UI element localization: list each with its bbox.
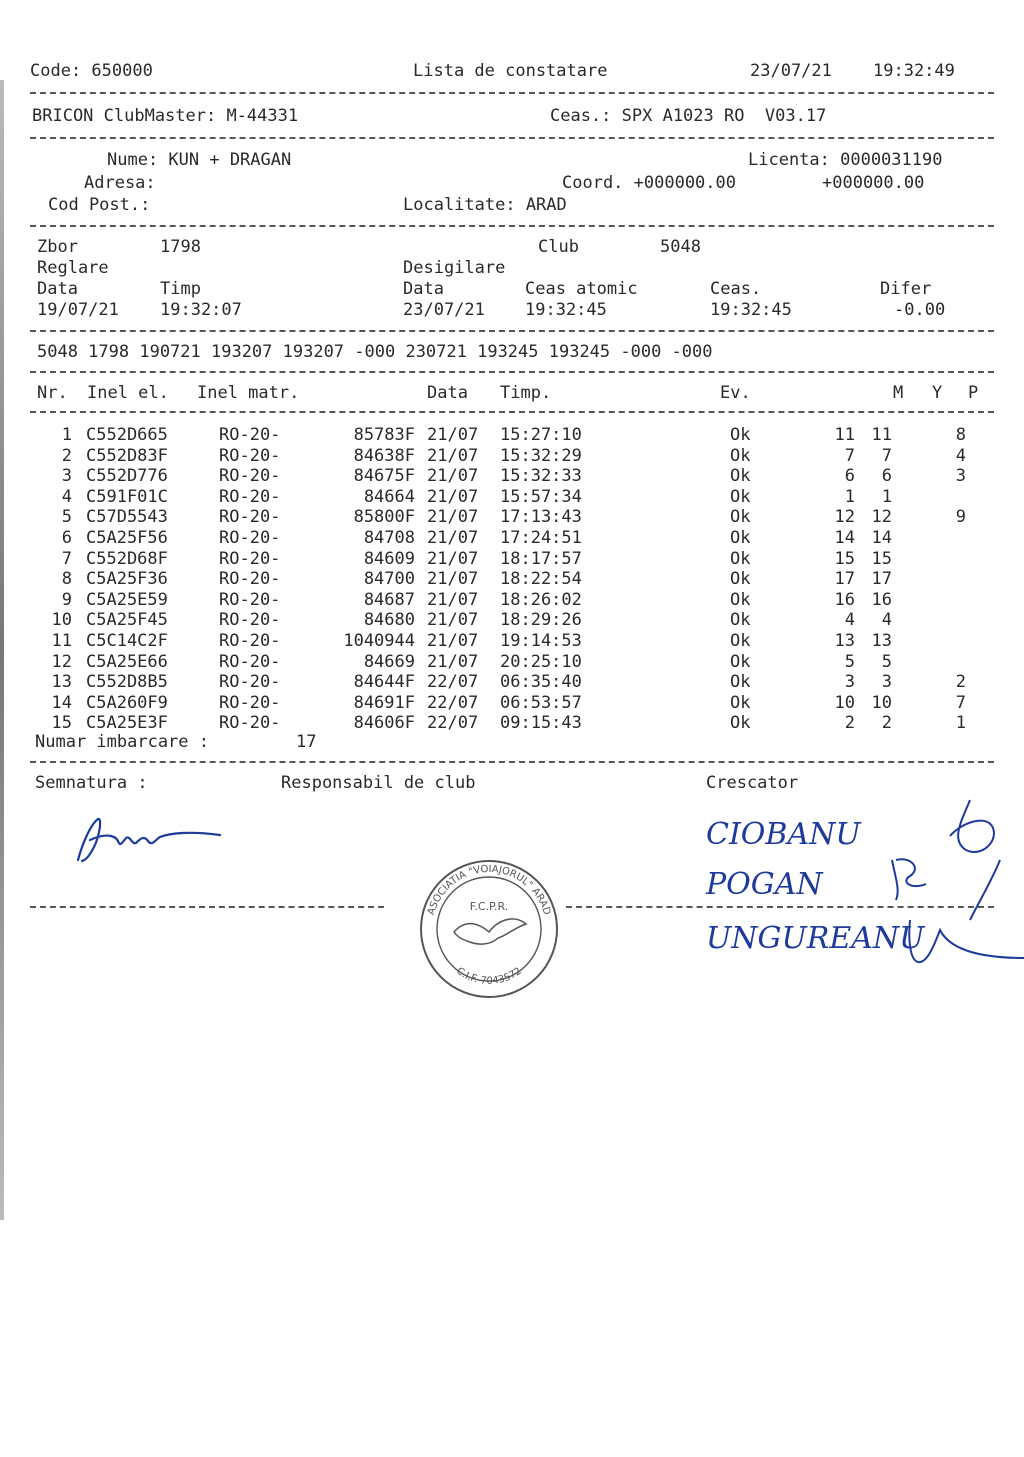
divider	[30, 225, 994, 227]
cell-date: 21/07	[427, 569, 479, 590]
cell-inel-matr: 84691F	[353, 692, 415, 713]
cell-time: 20:25:10	[500, 651, 582, 672]
cell-nr: 12	[51, 651, 72, 672]
cell-inel-el: C552D68F	[86, 548, 168, 569]
cell-time: 06:35:40	[500, 672, 582, 693]
cell-date: 21/07	[427, 486, 479, 507]
cell-time: 18:26:02	[500, 589, 582, 610]
document-title: Lista de constatare	[413, 61, 608, 81]
unsealing-label: Desigilare	[403, 258, 506, 278]
cell-inel-matr: 84664	[363, 486, 415, 507]
cell-inel-el: C552D665	[86, 425, 168, 445]
cell-ev: Ok	[730, 486, 751, 507]
cell-p: 8	[955, 425, 966, 445]
cell-p: 7	[955, 692, 966, 713]
cell-p: 9	[955, 507, 966, 528]
cell-prefix: RO-20-	[219, 672, 281, 693]
cell-inel-matr: 84675F	[353, 466, 415, 487]
cell-prefix: RO-20-	[219, 486, 281, 507]
cell-y: 13	[871, 631, 892, 651]
svg-text:F.C.P.R.: F.C.P.R.	[469, 900, 509, 913]
th-inel-el: Inel el.	[87, 383, 169, 403]
cell-time: 17:24:51	[500, 528, 582, 548]
cell-m: 11	[834, 425, 855, 445]
cell-nr: 6	[61, 528, 72, 548]
cell-date: 21/07	[427, 507, 479, 528]
cell-date: 21/07	[427, 589, 479, 610]
cell-inel-el: C57D5543	[86, 507, 168, 528]
code-label: Code: 650000	[30, 61, 153, 81]
cell-inel-matr: 1040944	[343, 631, 415, 651]
cell-prefix: RO-20-	[219, 692, 281, 713]
cell-m: 1	[844, 486, 855, 507]
cell-date: 21/07	[427, 651, 479, 672]
th-data: Data	[427, 383, 468, 403]
cell-nr: 13	[51, 672, 72, 693]
cell-prefix: RO-20-	[219, 713, 281, 734]
association-stamp	[418, 858, 560, 1000]
cell-inel-el: C552D83F	[86, 445, 168, 466]
cell-m: 6	[844, 466, 855, 487]
svg-text:ASOCIATIA "VOIAJORUL" ARAD: ASOCIATIA "VOIAJORUL" ARAD	[425, 863, 553, 917]
cell-m: 14	[834, 528, 855, 548]
cell-y: 6	[881, 466, 892, 487]
cell-prefix: RO-20-	[219, 651, 281, 672]
cell-inel-el: C5A25E59	[86, 589, 168, 610]
cell-inel-matr: 84669	[363, 651, 415, 672]
cell-y: 7	[881, 445, 892, 466]
cell-inel-matr: 84606F	[353, 713, 415, 734]
cell-m: 17	[834, 569, 855, 590]
breeder-signatures	[700, 780, 1024, 980]
cell-nr: 11	[51, 631, 72, 651]
difference: -0.00	[894, 300, 946, 320]
col-data-2: Data	[403, 279, 444, 299]
cell-ev: Ok	[730, 445, 751, 466]
cell-prefix: RO-20-	[219, 507, 281, 528]
th-p: P	[968, 383, 979, 403]
cell-y: 11	[871, 425, 892, 445]
cell-ev: Ok	[730, 507, 751, 528]
postal-code-label: Cod Post.:	[48, 195, 151, 215]
paper-edge	[0, 80, 4, 1220]
print-time: 19:32:49	[873, 61, 955, 81]
breeder-label: Crescator	[706, 773, 799, 793]
cell-ev: Ok	[730, 672, 751, 693]
cell-ev: Ok	[730, 548, 751, 569]
cell-date: 22/07	[427, 692, 479, 713]
cell-inel-matr: 85783F	[353, 425, 415, 445]
cell-ev: Ok	[730, 713, 751, 734]
divider	[30, 761, 994, 763]
cell-ev: Ok	[730, 631, 751, 651]
club-number: 5048	[660, 237, 701, 257]
cell-nr: 10	[51, 610, 72, 631]
cell-time: 15:57:34	[500, 486, 582, 507]
divider	[30, 330, 994, 332]
th-nr: Nr.	[37, 383, 68, 403]
cell-y: 17	[871, 569, 892, 590]
divider	[30, 92, 994, 94]
th-y: Y	[932, 383, 943, 403]
cell-ev: Ok	[730, 425, 751, 445]
cell-nr: 2	[61, 445, 72, 466]
cell-inel-el: C552D776	[86, 466, 168, 487]
col-timp: Timp	[160, 279, 201, 299]
cell-date: 22/07	[427, 672, 479, 693]
owner-name: Nume: KUN + DRAGAN	[107, 150, 292, 170]
locality: Localitate: ARAD	[403, 195, 567, 215]
cell-time: 18:29:26	[500, 610, 582, 631]
cell-m: 13	[834, 631, 855, 651]
cell-y: 1	[881, 486, 892, 507]
cell-prefix: RO-20-	[219, 610, 281, 631]
cell-prefix: RO-20-	[219, 589, 281, 610]
cell-y: 3	[881, 672, 892, 693]
cell-nr: 5	[61, 507, 72, 528]
clock-time: 19:32:45	[710, 300, 792, 320]
cell-m: 10	[834, 692, 855, 713]
th-inel-matr: Inel matr.	[197, 383, 300, 403]
cell-nr: 4	[61, 486, 72, 507]
col-data-1: Data	[37, 279, 78, 299]
flight-label: Zbor	[37, 237, 78, 257]
cell-time: 18:17:57	[500, 548, 582, 569]
divider	[30, 411, 994, 413]
cell-p: 1	[955, 713, 966, 734]
cell-date: 21/07	[427, 445, 479, 466]
col-ceas: Ceas.	[710, 279, 762, 299]
cell-inel-el: C5C14C2F	[86, 631, 168, 651]
cell-time: 15:32:29	[500, 445, 582, 466]
cell-prefix: RO-20-	[219, 569, 281, 590]
cell-y: 12	[871, 507, 892, 528]
cell-ev: Ok	[730, 651, 751, 672]
setting-time: 19:32:07	[160, 300, 242, 320]
flight-number: 1798	[160, 237, 201, 257]
club-label: Club	[538, 237, 579, 257]
cell-nr: 9	[61, 589, 72, 610]
th-m: M	[893, 383, 904, 403]
cell-inel-matr: 84609	[363, 548, 415, 569]
cell-inel-el: C5A25E3F	[86, 713, 168, 734]
cell-time: 18:22:54	[500, 569, 582, 590]
cell-m: 2	[844, 713, 855, 734]
signature-line-right	[566, 906, 994, 908]
cell-date: 21/07	[427, 548, 479, 569]
cell-date: 21/07	[427, 528, 479, 548]
cell-inel-el: C5A25E66	[86, 651, 168, 672]
col-ceas-atomic: Ceas atomic	[525, 279, 638, 299]
th-ev: Ev.	[720, 383, 751, 403]
cell-m: 12	[834, 507, 855, 528]
cell-m: 5	[844, 651, 855, 672]
cell-m: 16	[834, 589, 855, 610]
cell-ev: Ok	[730, 692, 751, 713]
divider	[30, 137, 994, 139]
cell-y: 15	[871, 548, 892, 569]
col-difer: Difer	[880, 279, 932, 299]
boarding-count-label: Numar imbarcare :	[35, 732, 209, 752]
th-timp: Timp.	[500, 383, 552, 403]
cell-prefix: RO-20-	[219, 528, 281, 548]
cell-time: 19:14:53	[500, 631, 582, 651]
cell-inel-matr: 84708	[363, 528, 415, 548]
coordinates: Coord. +000000.00	[562, 173, 736, 193]
cell-inel-el: C5A260F9	[86, 692, 168, 713]
cell-date: 21/07	[427, 631, 479, 651]
cell-prefix: RO-20-	[219, 631, 281, 651]
cell-ev: Ok	[730, 610, 751, 631]
cell-nr: 7	[61, 548, 72, 569]
cell-prefix: RO-20-	[219, 445, 281, 466]
cell-nr: 1	[61, 425, 72, 445]
setting-label: Reglare	[37, 258, 109, 278]
clock-id: Ceas.: SPX A1023 RO V03.17	[550, 106, 827, 126]
address-label: Adresa:	[84, 173, 156, 193]
cell-y: 14	[871, 528, 892, 548]
unsealing-date: 23/07/21	[403, 300, 485, 320]
cell-m: 7	[844, 445, 855, 466]
cell-inel-matr: 84644F	[353, 672, 415, 693]
cell-p: 4	[955, 445, 966, 466]
cell-m: 4	[844, 610, 855, 631]
cell-inel-el: C591F01C	[86, 486, 168, 507]
cell-prefix: RO-20-	[219, 466, 281, 487]
cell-nr: 15	[51, 713, 72, 734]
cell-time: 15:32:33	[500, 466, 582, 487]
cell-prefix: RO-20-	[219, 548, 281, 569]
cell-inel-el: C552D8B5	[86, 672, 168, 693]
cell-inel-matr: 85800F	[353, 507, 415, 528]
cell-time: 09:15:43	[500, 713, 582, 734]
svg-text:C.I.F. 7043572: C.I.F. 7043572	[454, 965, 524, 987]
cell-time: 06:53:57	[500, 692, 582, 713]
cell-date: 21/07	[427, 466, 479, 487]
atomic-clock-time: 19:32:45	[525, 300, 607, 320]
cell-prefix: RO-20-	[219, 425, 281, 445]
svg-text:POGAN: POGAN	[706, 867, 823, 902]
device-id: BRICON ClubMaster: M-44331	[32, 106, 299, 126]
cell-time: 15:27:10	[500, 425, 582, 445]
cell-ev: Ok	[730, 589, 751, 610]
cell-ev: Ok	[730, 569, 751, 590]
divider	[30, 371, 994, 373]
cell-y: 10	[871, 692, 892, 713]
cell-inel-el: C5A25F45	[86, 610, 168, 631]
cell-inel-matr: 84687	[363, 589, 415, 610]
cell-inel-matr: 84680	[363, 610, 415, 631]
coordinates-2: +000000.00	[822, 173, 925, 193]
cell-time: 17:13:43	[500, 507, 582, 528]
cell-nr: 14	[51, 692, 72, 713]
cell-inel-el: C5A25F36	[86, 569, 168, 590]
cell-m: 15	[834, 548, 855, 569]
cell-nr: 8	[61, 569, 72, 590]
setting-date: 19/07/21	[37, 300, 119, 320]
cell-y: 4	[881, 610, 892, 631]
cell-date: 21/07	[427, 425, 479, 445]
cell-inel-matr: 84700	[363, 569, 415, 590]
club-signature	[60, 805, 240, 875]
svg-text:UNGUREANU: UNGUREANU	[706, 921, 925, 956]
signature-label: Semnatura :	[35, 773, 148, 793]
cell-m: 3	[844, 672, 855, 693]
cell-ev: Ok	[730, 528, 751, 548]
cell-inel-el: C5A25F56	[86, 528, 168, 548]
cell-ev: Ok	[730, 466, 751, 487]
cell-p: 3	[955, 466, 966, 487]
signature-line-left	[30, 906, 384, 908]
cell-inel-matr: 84638F	[353, 445, 415, 466]
cell-date: 22/07	[427, 713, 479, 734]
license-number: Licenta: 0000031190	[748, 150, 943, 170]
cell-y: 2	[881, 713, 892, 734]
cell-p: 2	[955, 672, 966, 693]
code-line: 5048 1798 190721 193207 193207 -000 230721 193245 193245 -000 -000	[37, 342, 713, 362]
cell-nr: 3	[61, 466, 72, 487]
boarding-count: 17	[296, 732, 317, 752]
cell-date: 21/07	[427, 610, 479, 631]
print-date: 23/07/21	[750, 61, 832, 81]
club-responsible-label: Responsabil de club	[281, 773, 476, 793]
svg-text:CIOBANU: CIOBANU	[706, 817, 861, 852]
cell-y: 16	[871, 589, 892, 610]
cell-y: 5	[881, 651, 892, 672]
